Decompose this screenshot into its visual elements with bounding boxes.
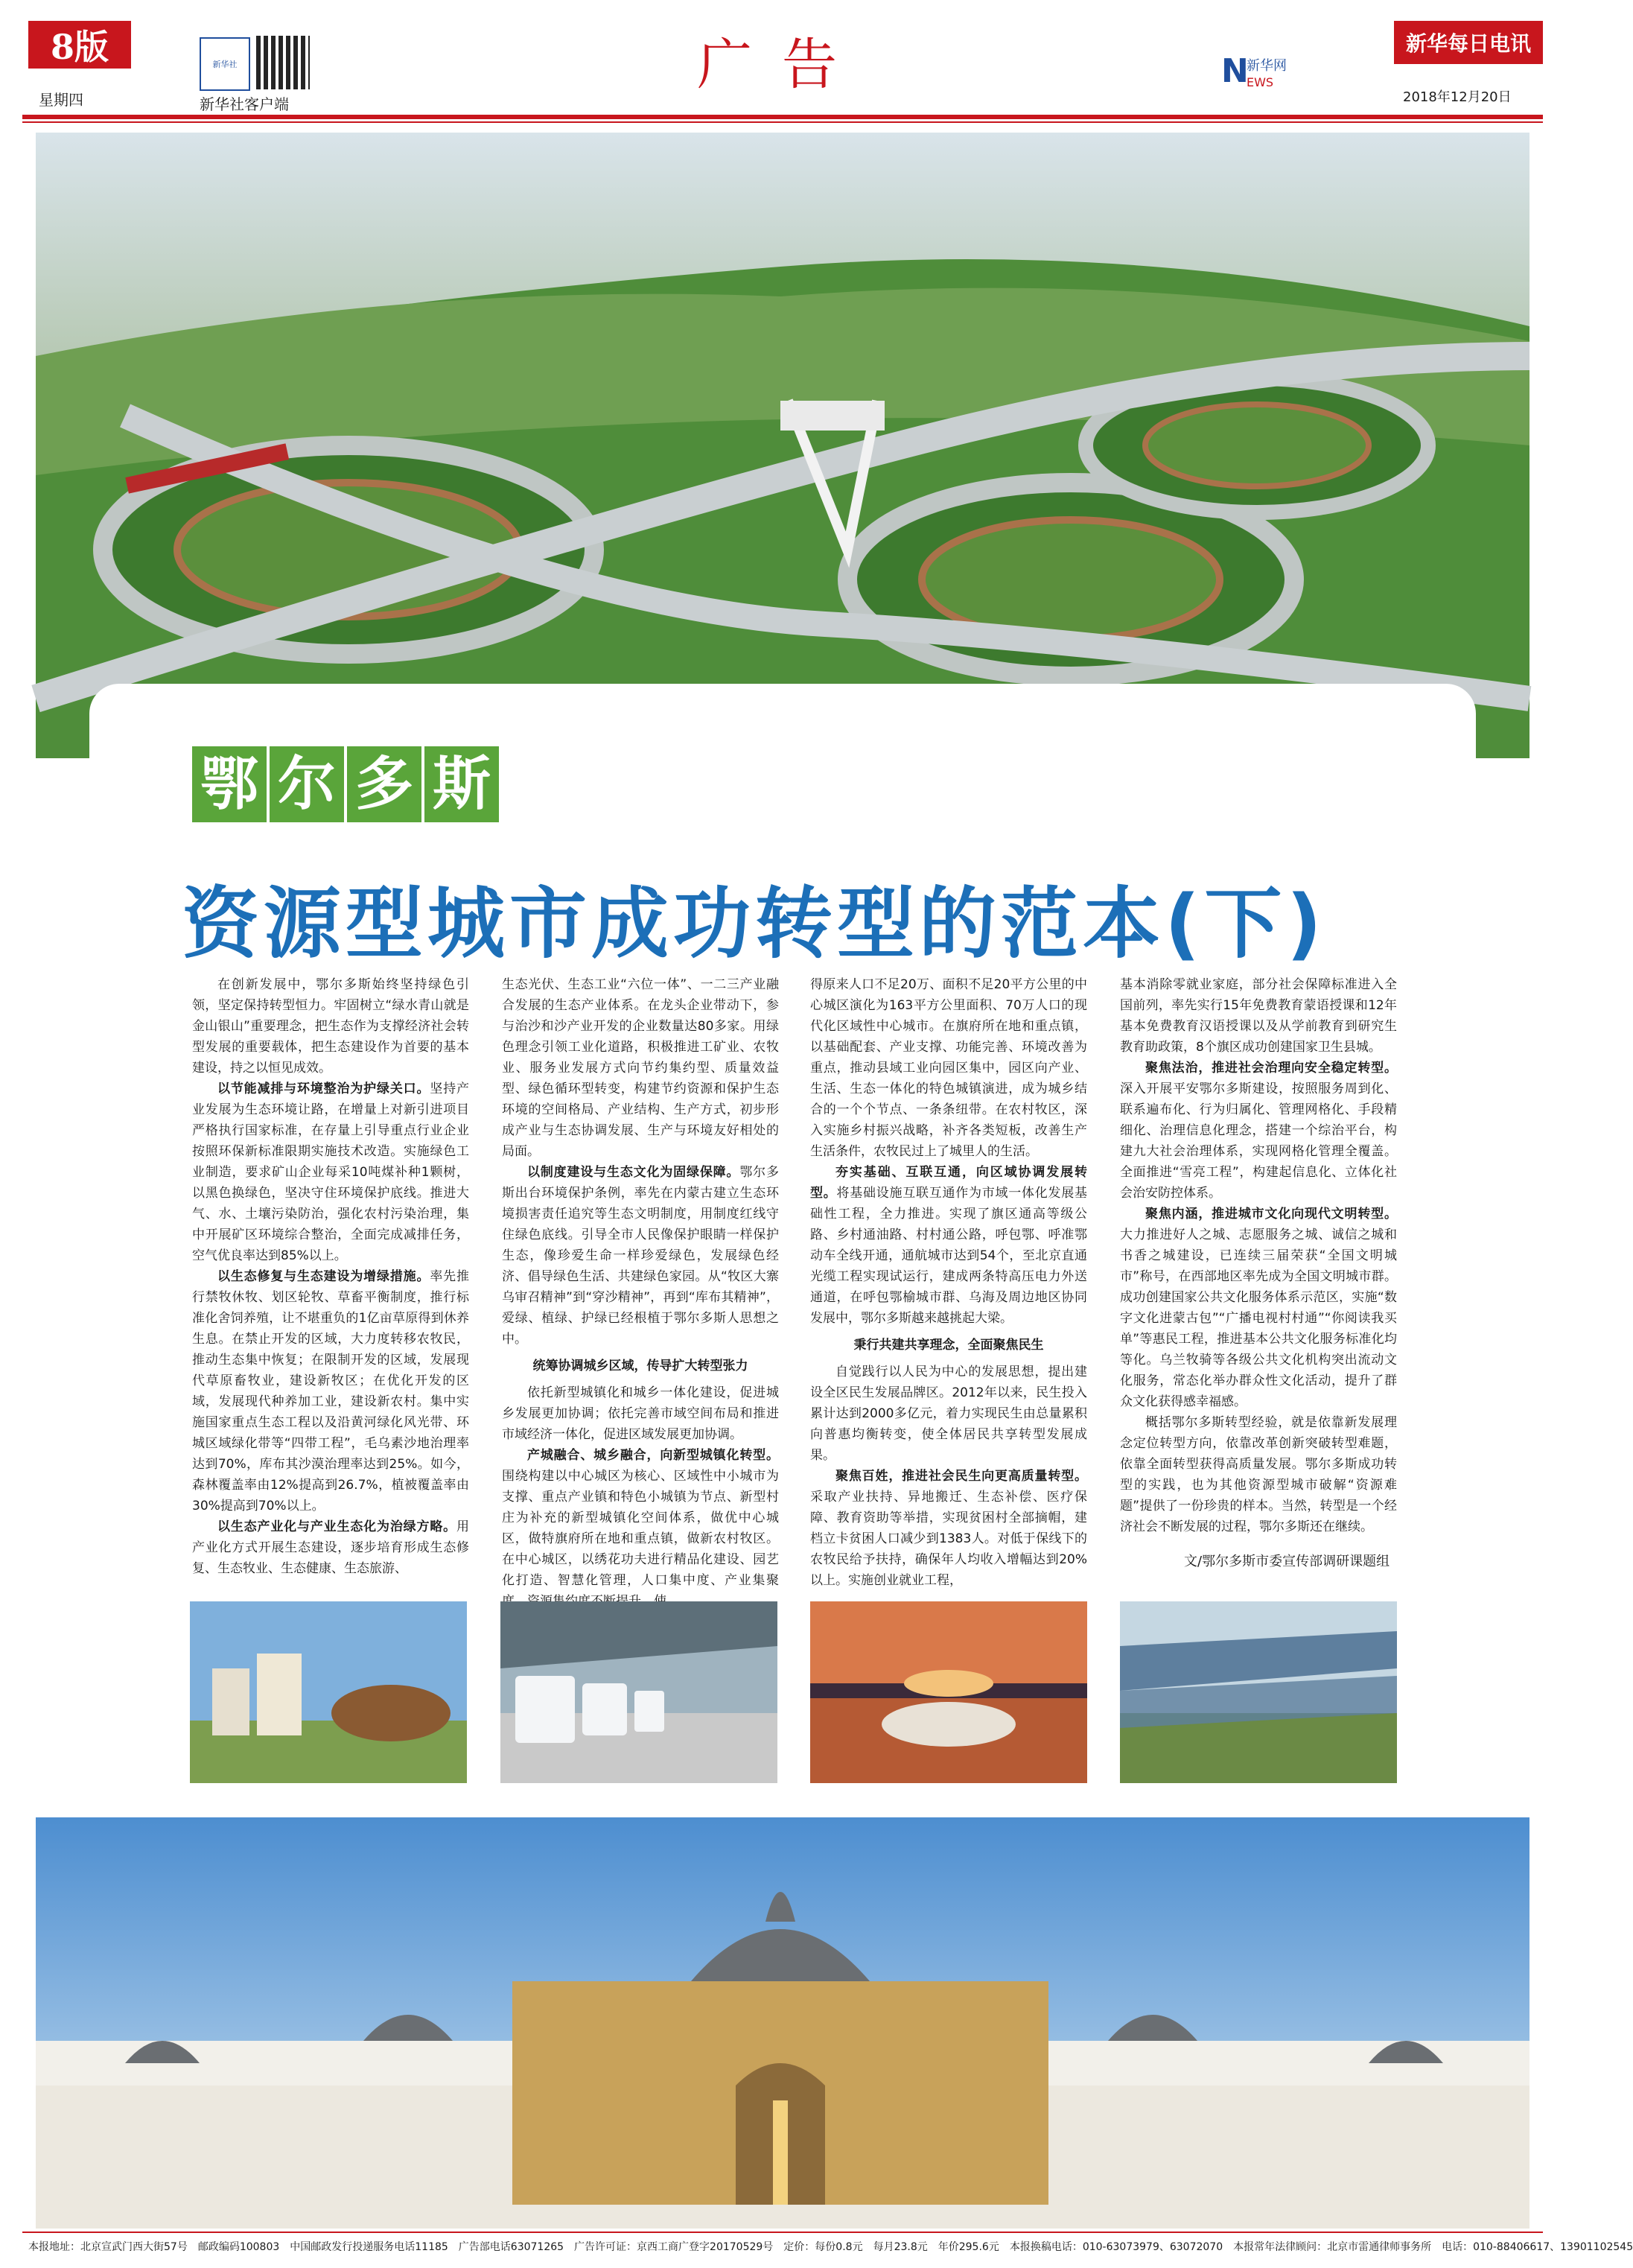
article-column-2 <box>502 974 780 1588</box>
paragraph-lead: 以生态产业化与产业生态化为治绿方略。 <box>217 1519 456 1534</box>
photo-palace-gate <box>36 1817 1529 2229</box>
paragraph-lead: 聚焦内涵，推进城市文化向现代文明转型。 <box>1145 1207 1397 1222</box>
paragraph-lead: 以制度建设与生态文化为固绿保障。 <box>527 1165 740 1180</box>
hero-interchange-photo <box>36 133 1529 758</box>
article-paragraph: 以制度建设与生态文化为固绿保障。鄂尔多斯出台环境保护条例，率先在内蒙古建立生态环境损害责任追究等生态文明制度，用制度红线守住绿色底线。引导全市人民像保护眼睛一样保护生态，像珍爱生命一样珍爱绿色，发展绿色经济、倡导绿色生活、共建绿色家园。从“牧区大寨乌审召精神”到“穿沙精神”，再到“库布其精神”，爱绿、植绿、护绿已经根植于鄂尔多斯人思想之中。 <box>502 1165 780 1347</box>
city-kicker <box>192 746 502 822</box>
photo-buildings <box>190 1601 467 1783</box>
article-paragraph: 依托新型城镇化和城乡一体化建设，促进城乡发展更加协调；依托完善市域空间布局和推进市域经济一体化，促进区域发展更加协调。 <box>502 1385 779 1442</box>
section-subheading: 统筹协调城乡区域，传导扩大转型张力 <box>532 1359 748 1373</box>
qr-code[interactable] <box>256 36 310 89</box>
header-rule <box>22 115 1543 119</box>
kicker-char: 鄂 <box>192 746 267 822</box>
article-paragraph: 生态光伏、生态工业“六位一体”、一二三产业融合发展的生态产业体系。在龙头企业带动下，参与治沙和沙产业开发的企业数量达80多家。用绿色理念引领工业化道路，积极推进工矿业、农牧业、服务业发展方式向节约集约型、质量效益型、绿色循环型转变，构建节约资源和保护生态环境的空间格局、产业结构、生产方式，初步形成产业与生态协调发展、生产与环境友好相处的局面。 <box>502 977 779 1159</box>
xinhua-logo: 新华社 <box>200 37 250 91</box>
article-paragraph: 聚焦内涵，推进城市文化向现代文明转型。大力推进好人之城、志愿服务之城、诚信之城和书香之城建设，已连续三届荣获“全国文明城市”称号，在西部地区率先成为全国文明城市群。成功创建国家公共文化服务体系示范区，实施“数字文化进蒙古包”“广播电视村村通”“你阅读我买单”等惠民工程，推进基本公共文化服务标准化均等化。乌兰牧骑等各级公共文化机构突出流动文化服务，常态化举办群众性文化活动，提升了群众文化获得感幸福感。 <box>1120 1207 1397 1409</box>
client-label: 新华社客户端 <box>200 95 289 113</box>
article-paragraph: 以生态产业化与产业生态化为治绿方略。用产业化方式开展生态建设，逐步培育形成生态修复、生态牧业、生态健康、生态旅游、 <box>192 1519 469 1576</box>
article-paragraph: 以生态修复与生态建设为增绿措施。率先推行禁牧休牧、划区轮牧、草畜平衡制度，推行标准化舍饲养殖，让不堪重负的1亿亩草原得到休养生息。在禁止开发的区域，大力度转移农牧民，推动生态集中恢复；在限制开发的区域，发展现代草原畜牧业，建设新牧区；在优化开发的区域，发展现代种养加工业，建设新农村。集中实施国家重点生态工程以及沿黄河绿化风光带、环城区域绿化带等“四带工程”，毛乌素沙地治理率达到70%，库布其沙漠治理率达到25%。如今，森林覆盖率由12%提高到26.7%，植被覆盖率由30%提高到70%以上。 <box>192 1269 470 1513</box>
svg-text:EWS: EWS <box>1247 75 1274 89</box>
article-paragraph: 聚焦法治，推进社会治理向安全稳定转型。深入开展平安鄂尔多斯建设，按照服务周到化、联系遍布化、行为归属化、管理网格化、手段精细化、治理信息化理念，搭建一个综治平台，构建九大社会治理体系，实现网格化管理全覆盖。全面推进“雪亮工程”，构建起信息化、立体化社会治安防控体系。 <box>1120 1061 1397 1201</box>
headline: 资源型城市成功转型的范本(下) <box>182 878 1327 969</box>
article-column-4 <box>1120 974 1397 1534</box>
article-paragraph: 以节能减排与环境整治为护绿关口。坚持产业发展为生态环境让路，在增量上对新引进项目严格执行国家标准，在存量上引导重点行业企业按照环保新标准限期实施技术改造。实施绿色工业制造，要求矿山企业每采10吨煤补种1颗树，以黑色换绿色，坚决守住环境保护底线。推进大气、水、土壤污染防治，强化农村污染治理，集中开展矿区环境综合整治，全面完成减排任务，空气优良率达到85%以上。 <box>192 1081 470 1263</box>
article-column-3 <box>810 974 1087 1588</box>
paragraph-lead: 聚焦百姓，推进社会民生向更高质量转型。 <box>835 1469 1087 1484</box>
article-paragraph: 基本消除零就业家庭，部分社会保障标准进入全国前列，率先实行15年免费教育蒙语授课和12年基本免费教育汉语授课以及从学前教育到研究生教育助政策，8个旗区成功创建国家卫生县城。 <box>1120 977 1397 1055</box>
paragraph-lead: 以节能减排与环境整治为护绿关口。 <box>217 1081 430 1096</box>
footer-info: 本报地址：北京宣武门西大街57号 邮政编码100803 中国邮政发行投递服务电话11185 广告部电话63071265 广告许可证：京西工商广登字20170529号 定价：每份0.8元 每月23.8元 年价295.6元 本报换稿电话：010-63073979、63072070 本报常年法律顾问：北京市雷通律师事务所 电话：010-88406617、13901102545 <box>28 2241 1633 2253</box>
paragraph-lead: 产城融合、城乡融合，向新型城镇化转型。 <box>527 1448 779 1463</box>
article-paragraph: 聚焦百姓，推进社会民生向更高质量转型。采取产业扶持、异地搬迁、生态补偿、医疗保障、教育资助等举措，实现贫困村全部摘帽，建档立卡贫困人口减少到1383人。对低于保线下的农牧民给予扶持，确保年人均收入增幅达到20%以上。实施创业就业工程， <box>810 1469 1087 1588</box>
paragraph-lead: 夯实基础、互联互通，向区域协调发展转型。 <box>810 1165 1087 1201</box>
section-subheading: 秉行共建共享理念，全面聚焦民生 <box>853 1338 1044 1353</box>
section-title: 广告 <box>697 33 867 97</box>
paragraph-lead: 以生态修复与生态建设为增绿措施。 <box>217 1269 430 1284</box>
page-number-badge: 8版 <box>28 21 131 69</box>
kicker-char: 多 <box>347 746 421 822</box>
paragraph-lead: 聚焦法治，推进社会治理向安全稳定转型。 <box>1145 1061 1397 1076</box>
article-paragraph: 得原来人口不足20万、面积不足20平方公里的中心城区演化为163平方公里面积、70万人口的现代化区域性中心城市。在旗府所在地和重点镇，以基础配套、产业支撑、功能完善、环境改善为重点，推动县域工业向园区集中，园区向产业、生活、生态一体化的特色城镇演进，成为城乡结合的一个个节点、一条条纽带。在农村牧区，深入实施乡村振兴战略，补齐各类短板，改善生产生活条件，农牧民过上了城里人的生活。 <box>810 977 1087 1159</box>
kicker-char: 尔 <box>270 746 344 822</box>
article-column-1 <box>192 974 470 1576</box>
issue-date: 2018年12月20日 <box>1403 89 1512 105</box>
weekday: 星期四 <box>39 91 83 109</box>
kicker-char: 斯 <box>424 746 499 822</box>
footer-rule <box>22 2232 1543 2233</box>
article-paragraph: 产城融合、城乡融合，向新型城镇化转型。围绕构建以中心城区为核心、区域性中小城市为支撑、重点产业镇和特色小城镇为节点、新型村庄为补充的新型城镇化空间体系，做优中心城区，做特旗府所在地和重点镇，做新农村牧区。在中心城区，以绣花功夫进行精品化建设、园艺化打造、智慧化管理，人口集中度、产业集聚 <box>502 1448 779 1588</box>
article-paragraph: 自觉践行以人民为中心的发展思想，提出建设全区民生发展品牌区。2012年以来，民生投入累计达到2000多亿元，着力实现民生由总量累积向普惠均衡转变，使全体居民共享转型发展成果。 <box>810 1365 1087 1463</box>
brand-badge: 新华每日电讯 <box>1394 21 1543 64</box>
svg-text:N: N <box>1221 52 1249 90</box>
photo-factory <box>500 1601 777 1783</box>
news-logo-icon <box>1221 49 1311 94</box>
photo-desert-resort <box>810 1601 1087 1783</box>
svg-text:新华网: 新华网 <box>1247 58 1287 74</box>
article-paragraph: 在创新发展中，鄂尔多斯始终坚持绿色引领，坚定保持转型恒力。牢固树立“绿水青山就是金山银山”重要理念，把生态作为支撑经济社会转型发展的重要载体，把生态建设作为首要的基本建设，持之以恒见成效。 <box>192 977 469 1076</box>
byline: 文/鄂尔多斯市委宣传部调研课题组 <box>1184 1554 1390 1569</box>
article-paragraph: 概括鄂尔多斯转型经验，就是依靠新发展理念定位转型方向，依靠改革创新突破转型难题，依靠全面转型获得高质量发展。鄂尔多斯成功转型的实践，也为其他资源型城市破解“资源难题”提供了一份珍贵的样本。当然，转型是一个经济社会不断发展的过程，鄂尔多斯还在继续。 <box>1120 1415 1397 1534</box>
header-rule-thin <box>22 121 1543 123</box>
article-paragraph: 夯实基础、互联互通，向区域协调发展转型。将基础设施互联互通作为市域一体化发展基础性工程，全力推进。实现了旗区通高等级公路、乡村通油路、村村通公路，呼包鄂、呼准鄂动车全线开通，通航城市达到54个，至北京直通光缆工程实现试运行，建成两条特高压电力外送通道，在呼包鄂榆城市群、乌海及周边地区协同发展中，鄂尔多斯越来越挑起大梁。 <box>810 1165 1087 1326</box>
photo-solar-farm <box>1120 1601 1397 1783</box>
